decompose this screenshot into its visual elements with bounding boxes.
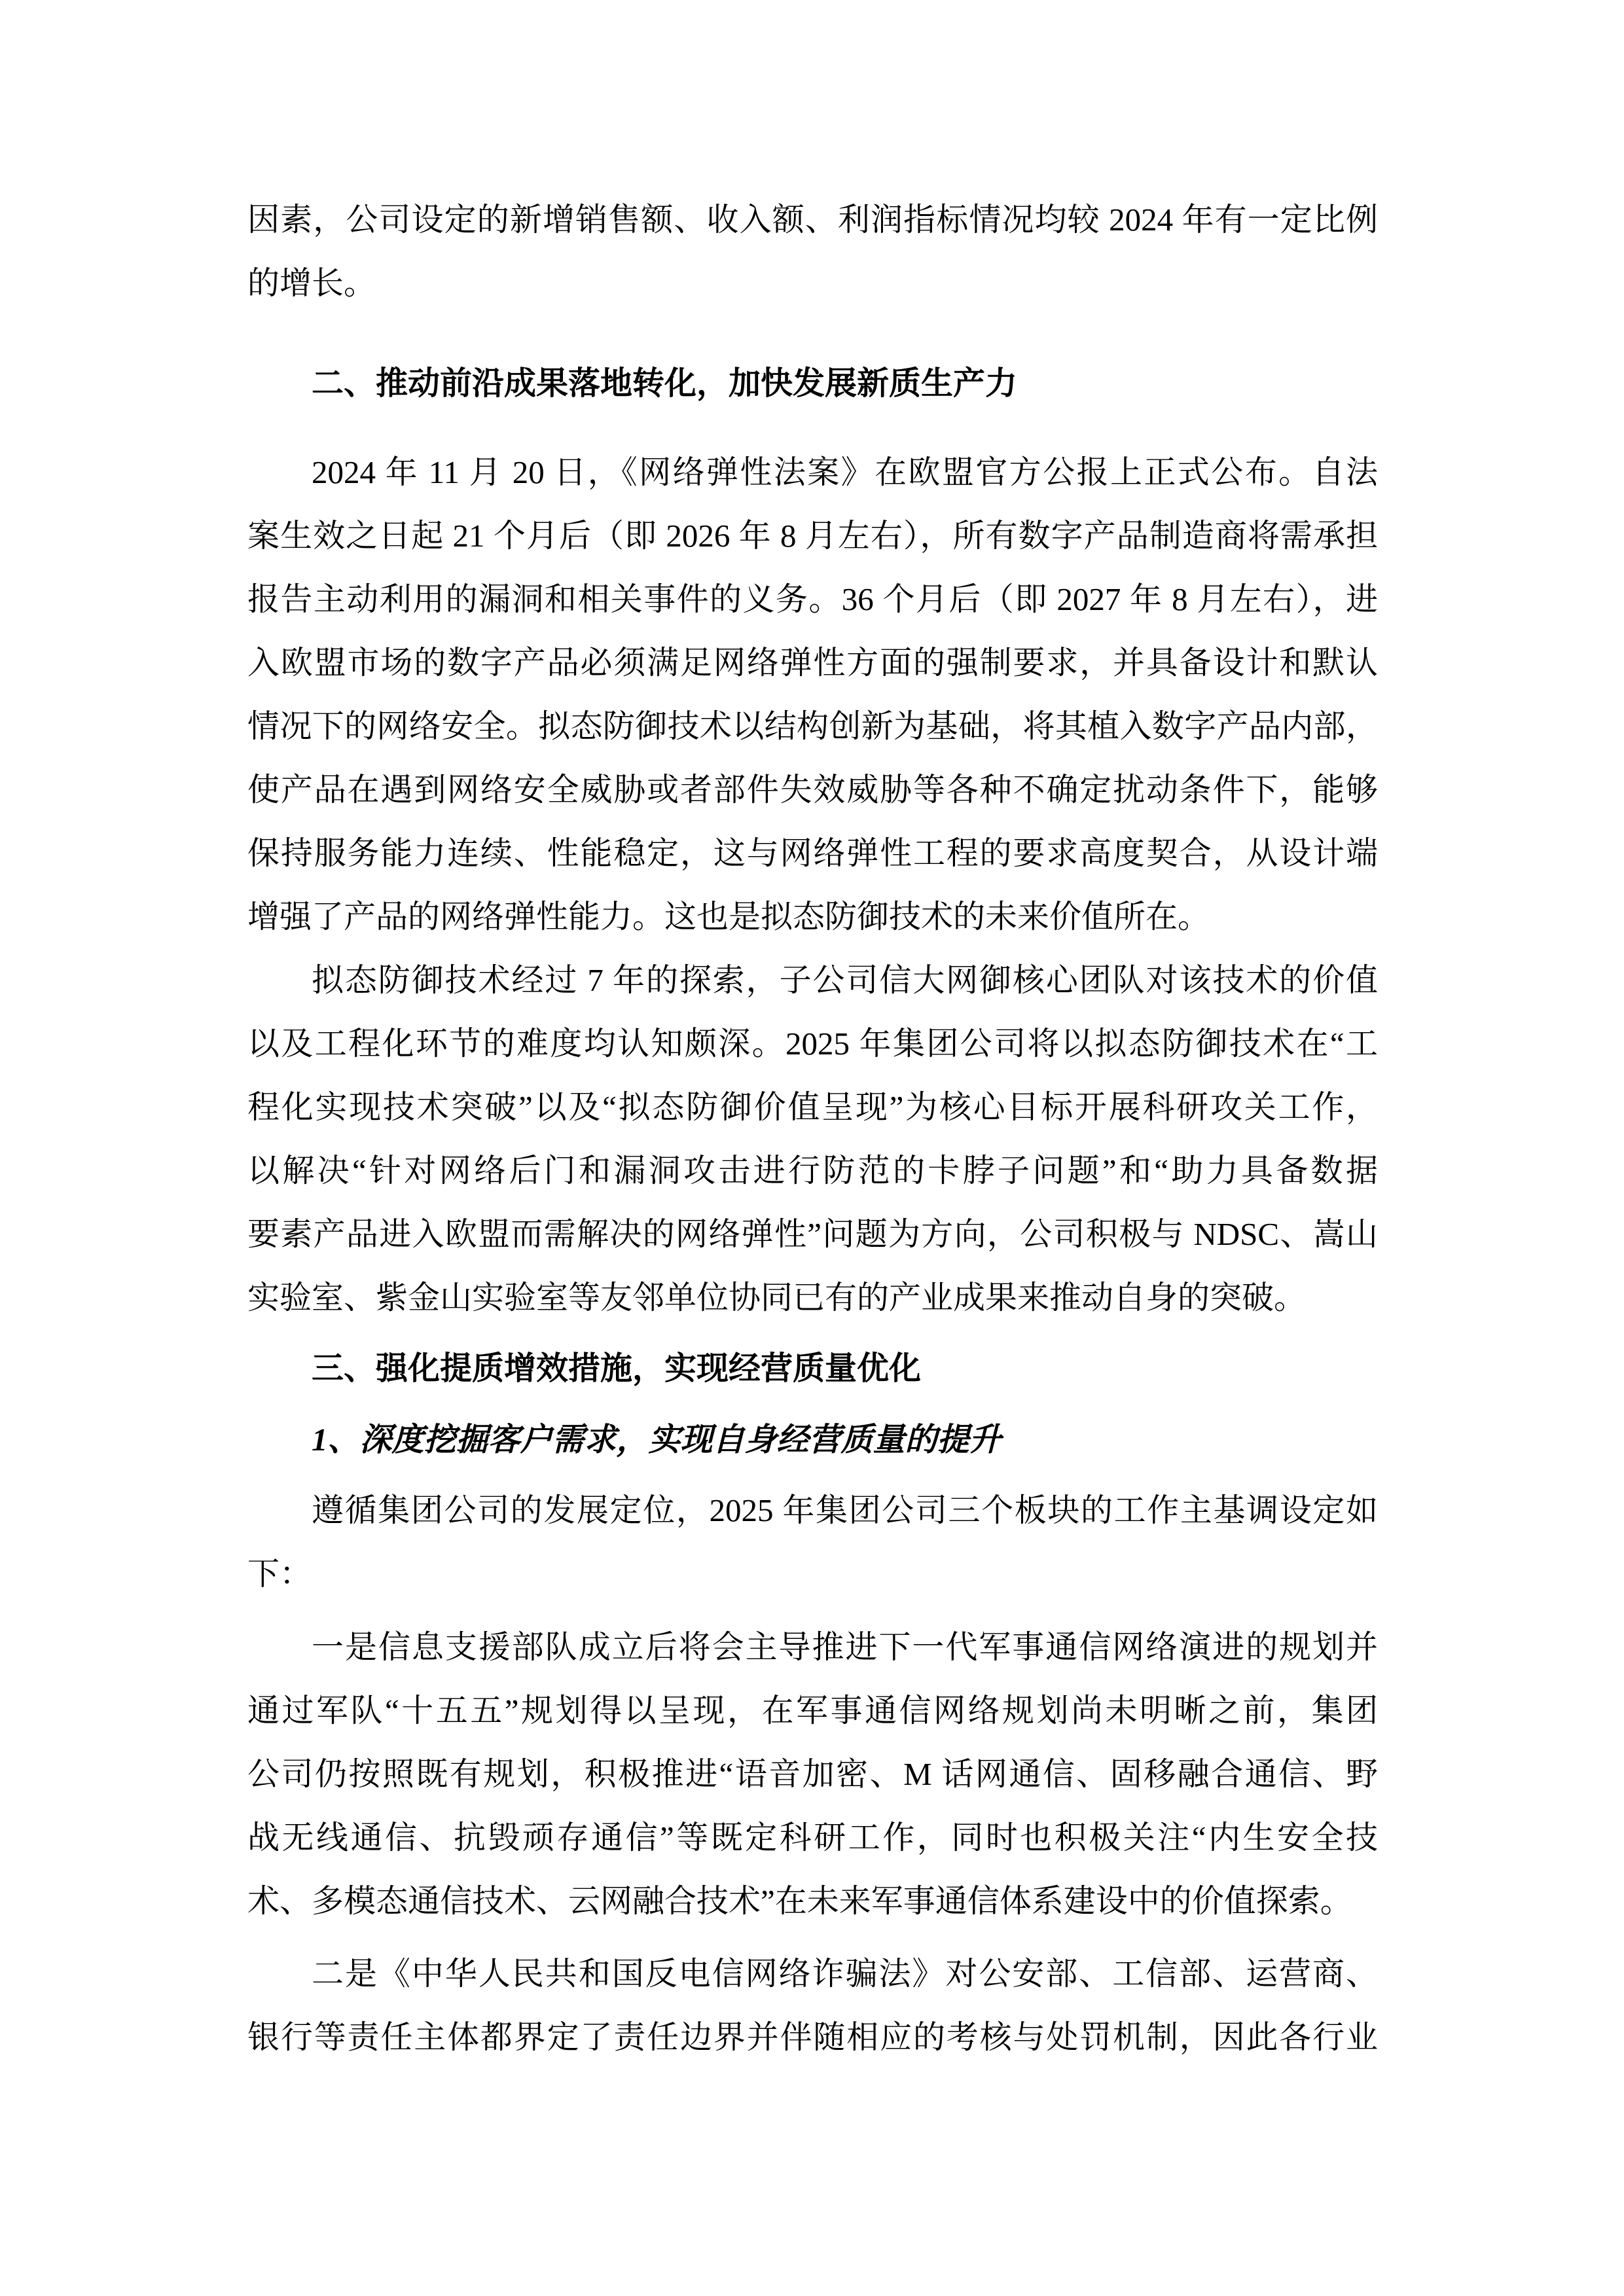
section-heading-2: 二、推动前沿成果落地转化，加快发展新质生产力 [312, 365, 1018, 401]
body-line: 公司仍按照既有规划，积极推进“语音加密、M 话网通信、固移融合通信、野 [247, 1756, 1378, 1792]
body-line: 程化实现技术突破”以及“拟态防御价值呈现”为核心目标开展科研攻关工作， [247, 1089, 1378, 1125]
subsection-heading-1: 1、深度挖掘客户需求，实现自身经营质量的提升 [312, 1422, 1001, 1458]
body-line: 一是信息支援部队成立后将会主导推进下一代军事通信网络演进的规划并 [312, 1629, 1378, 1665]
body-line: 战无线通信、抗毁顽存通信”等既定科研工作，同时也积极关注“内生安全技 [247, 1820, 1378, 1856]
body-line: 保持服务能力连续、性能稳定，这与网络弹性工程的要求高度契合，从设计端 [247, 835, 1378, 871]
body-line: 实验室、紫金山实验室等友邻单位协同已有的产业成果来推动自身的突破。 [247, 1280, 1307, 1316]
body-line: 以解决“针对网络后门和漏洞攻击进行防范的卡脖子问题”和“助力具备数据 [247, 1153, 1378, 1189]
body-line: 下： [247, 1556, 312, 1592]
body-line: 案生效之日起 21 个月后（即 2026 年 8 月左右），所有数字产品制造商将需承担 [247, 518, 1378, 554]
body-line: 以及工程化环节的难度均认知颇深。2025 年集团公司将以拟态防御技术在“工 [247, 1026, 1378, 1062]
body-line: 二是《中华人民共和国反电信网络诈骗法》对公安部、工信部、运营商、 [312, 1956, 1378, 1992]
body-line: 的增长。 [247, 265, 376, 301]
body-line: 入欧盟市场的数字产品必须满足网络弹性方面的强制要求，并具备设计和默认 [247, 645, 1378, 681]
body-line: 银行等责任主体都界定了责任边界并伴随相应的考核与处罚机制，因此各行业 [247, 2019, 1378, 2055]
section-heading-3: 三、强化提质增效措施，实现经营质量优化 [312, 1350, 922, 1386]
body-line: 拟态防御技术经过 7 年的探索，子公司信大网御核心团队对该技术的价值 [312, 962, 1378, 998]
body-line: 报告主动利用的漏洞和相关事件的义务。36 个月后（即 2027 年 8 月左右），进 [247, 581, 1378, 617]
body-line: 因素，公司设定的新增销售额、收入额、利润指标情况均较 2024 年有一定比例 [247, 202, 1378, 238]
body-line: 要素产品进入欧盟而需解决的网络弹性”问题为方向，公司积极与 NDSC、嵩山 [247, 1216, 1378, 1252]
body-line: 遵循集团公司的发展定位，2025 年集团公司三个板块的工作主基调设定如 [312, 1492, 1378, 1528]
body-line: 使产品在遇到网络安全威胁或者部件失效威胁等各种不确定扰动条件下，能够 [247, 772, 1378, 808]
body-line: 通过军队“十五五”规划得以呈现，在军事通信网络规划尚未明晰之前，集团 [247, 1693, 1378, 1729]
body-line: 情况下的网络安全。拟态防御技术以结构创新为基础，将其植入数字产品内部， [247, 708, 1378, 744]
body-line: 2024 年 11 月 20 日，《网络弹性法案》在欧盟官方公报上正式公布。自法 [312, 454, 1378, 490]
body-line: 增强了产品的网络弹性能力。这也是拟态防御技术的未来价值所在。 [247, 899, 1210, 935]
document-text-block [247, 188, 1378, 2069]
body-line: 术、多模态通信技术、云网融合技术”在未来军事通信体系建设中的价值探索。 [247, 1883, 1352, 1919]
